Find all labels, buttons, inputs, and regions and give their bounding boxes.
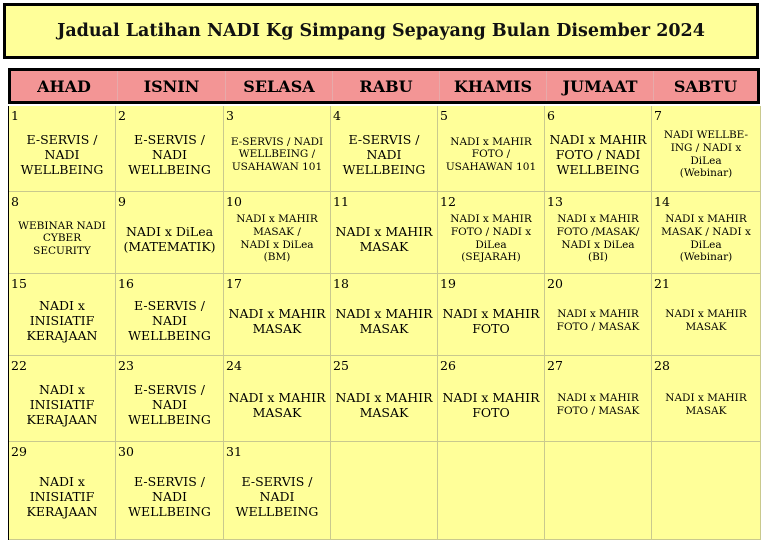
day-number: 9: [118, 194, 126, 209]
event-text: NADI x INISIATIF KERAJAAN: [26, 474, 98, 519]
calendar-cell: [9, 442, 116, 540]
weekday-monday: ISNIN: [118, 71, 226, 101]
calendar-cell: [652, 106, 761, 192]
event-text: NADI x MAHIR MASAK: [335, 223, 433, 254]
day-number: 2: [118, 108, 126, 123]
calendar-cell: [652, 356, 761, 442]
calendar-cell: [545, 356, 652, 442]
calendar-cell: [9, 106, 116, 192]
event-text: E-SERVIS / NADI WELLBEING: [342, 132, 426, 177]
event-text: NADI x MAHIR MASAK: [228, 305, 326, 336]
day-number: 5: [440, 108, 448, 123]
day-number: 16: [118, 276, 134, 291]
event-text: E-SERVIS / NADI WELLBEING: [128, 132, 211, 177]
calendar-cell: [116, 274, 224, 356]
event-text: NADI x MAHIR FOTO / NADI x DiLea (SEJARAH): [450, 213, 532, 264]
event-text: NADI WELLBE- ING / NADI x DiLea (Webinar): [663, 129, 749, 180]
calendar-cell-empty: [652, 442, 761, 540]
event-text: NADI x MAHIR FOTO / MASAK: [556, 307, 640, 333]
calendar-cell: [224, 192, 331, 274]
calendar: [5, 66, 762, 541]
day-number: 25: [333, 358, 349, 373]
calendar-cell: [545, 106, 652, 192]
event-text: NADI x INISIATIF KERAJAAN: [26, 298, 98, 343]
day-number: 28: [654, 358, 670, 373]
event-text: NADI x MAHIR FOTO / NADI WELLBEING: [549, 132, 647, 177]
calendar-cell: [438, 106, 545, 192]
event-text: NADI x MAHIR MASAK / NADI x DiLea (BM): [236, 213, 318, 264]
event-text: E-SERVIS / NADI WELLBEING: [128, 474, 211, 519]
day-number: 21: [654, 276, 670, 291]
event-text: E-SERVIS / NADI WELLBEING: [235, 474, 319, 519]
day-number: 23: [118, 358, 134, 373]
event-text: NADI x MAHIR MASAK: [665, 307, 747, 333]
title-banner: [3, 3, 759, 59]
day-number: 22: [11, 358, 27, 373]
calendar-cell: [438, 192, 545, 274]
event-text: NADI x MAHIR FOTO / MASAK: [556, 391, 640, 417]
day-number: 7: [654, 108, 662, 123]
calendar-cell: [9, 356, 116, 442]
day-number: 6: [547, 108, 555, 123]
day-number: 29: [11, 444, 27, 459]
calendar-cell: [224, 356, 331, 442]
event-text: NADI x MAHIR MASAK: [335, 305, 433, 336]
day-number: 17: [226, 276, 242, 291]
weekday-header: [8, 68, 760, 104]
event-text: NADI x INISIATIF KERAJAAN: [26, 382, 98, 427]
weekday-thursday: KHAMIS: [440, 71, 547, 101]
event-text: NADI x MAHIR MASAK / NADI x DiLea (Webinar): [661, 213, 751, 264]
calendar-cell: [116, 106, 224, 192]
calendar-cell: [224, 442, 331, 540]
event-text: E-SERVIS / NADI WELLBEING: [20, 132, 104, 177]
event-text: WEBINAR NADI CYBER SECURITY: [18, 219, 106, 257]
calendar-cell: [9, 192, 116, 274]
event-text: NADI x DiLea (MATEMATIK): [123, 223, 216, 254]
day-number: 27: [547, 358, 563, 373]
day-number: 20: [547, 276, 563, 291]
calendar-cell-empty: [331, 442, 438, 540]
calendar-cell-empty: [438, 442, 545, 540]
calendar-cell: [224, 274, 331, 356]
event-text: E-SERVIS / NADI WELLBEING: [128, 382, 211, 427]
calendar-cell: [331, 356, 438, 442]
day-number: 18: [333, 276, 349, 291]
event-text: NADI x MAHIR FOTO: [442, 305, 540, 336]
event-text: NADI x MAHIR FOTO / USAHAWAN 101: [445, 135, 537, 173]
weekday-wednesday: RABU: [333, 71, 440, 101]
event-text: NADI x MAHIR FOTO /MASAK/ NADI x DiLea (BI): [556, 213, 640, 264]
weekday-friday: JUMAAT: [547, 71, 654, 101]
calendar-cell: [224, 106, 331, 192]
weekday-saturday: SABTU: [673, 76, 738, 96]
calendar-cell: [545, 192, 652, 274]
day-number: 19: [440, 276, 456, 291]
weekday-tuesday: SELASA: [226, 71, 333, 101]
calendar-cell: [331, 274, 438, 356]
day-number: 11: [333, 194, 349, 209]
calendar-cell: [438, 356, 545, 442]
day-number: 31: [226, 444, 242, 459]
event-text: E-SERVIS / NADI WELLBEING: [128, 298, 211, 343]
calendar-cell: [652, 192, 761, 274]
calendar-cell: [116, 192, 224, 274]
day-number: 13: [547, 194, 563, 209]
calendar-cell: [438, 274, 545, 356]
day-number: 14: [654, 194, 670, 209]
day-number: 3: [226, 108, 234, 123]
day-number: 12: [440, 194, 456, 209]
event-text: NADI x MAHIR MASAK: [665, 391, 747, 417]
day-number: 8: [11, 194, 19, 209]
calendar-cell-empty: [545, 442, 652, 540]
calendar-cell: [331, 106, 438, 192]
calendar-cell: [9, 274, 116, 356]
event-text: NADI x MAHIR FOTO: [442, 389, 540, 420]
day-number: 1: [11, 108, 19, 123]
day-number: 24: [226, 358, 242, 373]
page-title: Jadual Latihan NADI Kg Simpang Sepayang Bulan Disember 2024: [57, 21, 705, 41]
calendar-grid: [8, 106, 760, 540]
weekday-sunday: AHAD: [11, 71, 118, 101]
calendar-cell: [116, 356, 224, 442]
event-text: NADI x MAHIR MASAK: [228, 389, 326, 420]
day-number: 10: [226, 194, 242, 209]
calendar-cell: [116, 442, 224, 540]
day-number: 30: [118, 444, 134, 459]
event-text: NADI x MAHIR MASAK: [335, 389, 433, 420]
calendar-cell: [331, 192, 438, 274]
event-text: E-SERVIS / NADI WELLBEING / USAHAWAN 101: [230, 135, 324, 173]
calendar-cell: [652, 274, 761, 356]
day-number: 15: [11, 276, 27, 291]
calendar-cell: [545, 274, 652, 356]
day-number: 26: [440, 358, 456, 373]
day-number: 4: [333, 108, 341, 123]
